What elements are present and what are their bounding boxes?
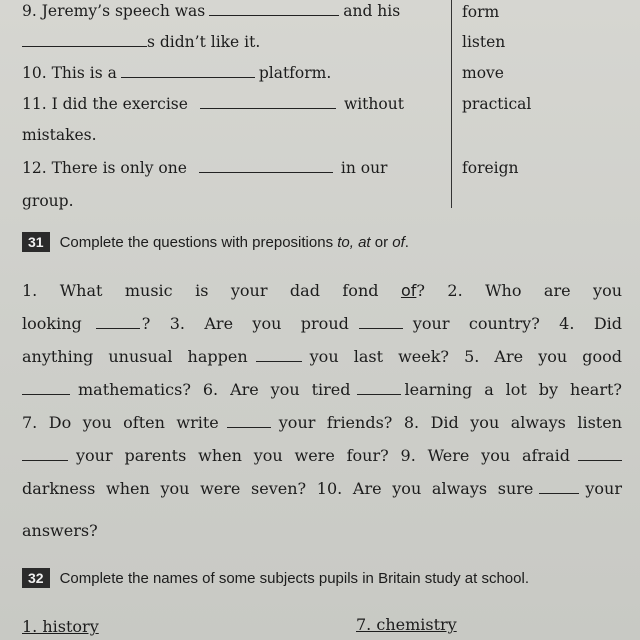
- ex31-text: you last week? 5. Are you good: [309, 347, 622, 366]
- subject-7-text[interactable]: 7. chemistry: [356, 615, 457, 634]
- sentence-9: [22, 0, 400, 22]
- ex31-line-3: [22, 340, 622, 374]
- ex31-line-7: [22, 472, 622, 506]
- blank-4[interactable]: [256, 360, 302, 362]
- sentence-11-cont-text: mistakes.: [22, 126, 97, 144]
- blank-2[interactable]: [96, 327, 140, 329]
- sentence-11-cont: [22, 124, 97, 146]
- blank-9b[interactable]: [22, 45, 147, 47]
- exercise-31-option-of: of: [392, 234, 405, 251]
- ex31-text: answers?: [22, 521, 98, 540]
- ex31-text: darkness when you were seven? 10. Are you always sure: [22, 479, 534, 498]
- blank-9[interactable]: [209, 14, 339, 16]
- word-box-item: listen: [462, 33, 506, 51]
- sentence-12-tail: in our: [340, 159, 388, 177]
- sentence-11-tail: without: [343, 95, 404, 113]
- blank-6[interactable]: [357, 393, 401, 395]
- ex31-line-2: [22, 307, 622, 341]
- sentence-10-text: 10. This is a: [22, 64, 117, 82]
- blank-10-prep[interactable]: [539, 492, 579, 494]
- ex31-line-4: [22, 373, 622, 407]
- subject-item-1: [22, 616, 99, 638]
- sentence-9-cont: [22, 31, 260, 53]
- sentence-10: [22, 62, 331, 84]
- exercise-31-instruction: Complete the questions with prepositions: [59, 234, 338, 251]
- ex31-line-5: [22, 406, 622, 440]
- blank-8[interactable]: [22, 459, 68, 461]
- ex31-text: your friends? 8. Did you always listen: [278, 413, 622, 432]
- word-box-item: move: [462, 64, 504, 82]
- blank-12[interactable]: [199, 171, 333, 173]
- exercise-31-number: 31: [22, 232, 50, 252]
- exercise-32-heading: [22, 568, 529, 590]
- exercise-32-number: 32: [22, 568, 50, 588]
- ex31-text: learning a lot by heart?: [404, 380, 622, 399]
- ex31-text: your: [585, 479, 622, 498]
- exercise-32-instruction: Complete the names of some subjects pupils in Britain study at school.: [59, 570, 529, 587]
- ex31-text: ? 2. Who are you: [416, 281, 623, 300]
- ex31-line-6: [22, 439, 622, 473]
- word-box-item: practical: [462, 95, 532, 113]
- ex31-text: 1. What music is your dad fond: [22, 281, 379, 300]
- word-box-item: form: [462, 3, 500, 21]
- sentence-9-cont-text: s didn’t like it.: [147, 33, 261, 51]
- ex31-line-1: [22, 274, 622, 308]
- blank-7[interactable]: [227, 426, 271, 428]
- sentence-12-cont-text: group.: [22, 192, 74, 210]
- ex31-text: your parents when you were four? 9. Were you afraid: [76, 446, 570, 465]
- exercise-31-or: or: [370, 234, 393, 251]
- ex31-text: 7. Do you often write: [22, 413, 219, 432]
- sentence-9-tail: and his: [343, 2, 401, 20]
- exercise-31-options: to, at: [337, 234, 371, 251]
- word-box-item: foreign: [462, 159, 519, 177]
- sentence-10-tail: platform.: [258, 64, 332, 82]
- exercise-31-period: .: [404, 234, 409, 251]
- ex31-text: ? 3. Are you proud: [141, 314, 349, 333]
- blank-11[interactable]: [200, 107, 336, 109]
- ex31-text: looking: [22, 314, 82, 333]
- ex31-text: your country? 4. Did: [412, 314, 623, 333]
- blank-5[interactable]: [22, 393, 70, 395]
- ex31-text: anything unusual happen: [22, 347, 248, 366]
- sentence-12: [22, 157, 387, 179]
- word-box-divider: [451, 0, 452, 208]
- sentence-9-text: 9. Jeremy’s speech was: [22, 2, 206, 20]
- ex31-text: mathematics? 6. Are you tired: [78, 380, 351, 399]
- sentence-11: [22, 93, 404, 115]
- blank-9-prep[interactable]: [578, 459, 622, 461]
- sentence-12-cont: [22, 190, 74, 212]
- sentence-11-text: 11. I did the exercise: [22, 95, 188, 113]
- exercise-31-heading: [22, 232, 409, 254]
- subject-1-text[interactable]: 1. history: [22, 617, 99, 636]
- answer-1[interactable]: of: [400, 281, 417, 300]
- ex31-line-8: [22, 520, 98, 542]
- sentence-12-text: 12. There is only one: [22, 159, 187, 177]
- subject-item-7: [356, 614, 457, 636]
- blank-10[interactable]: [121, 76, 255, 78]
- blank-3[interactable]: [359, 327, 403, 329]
